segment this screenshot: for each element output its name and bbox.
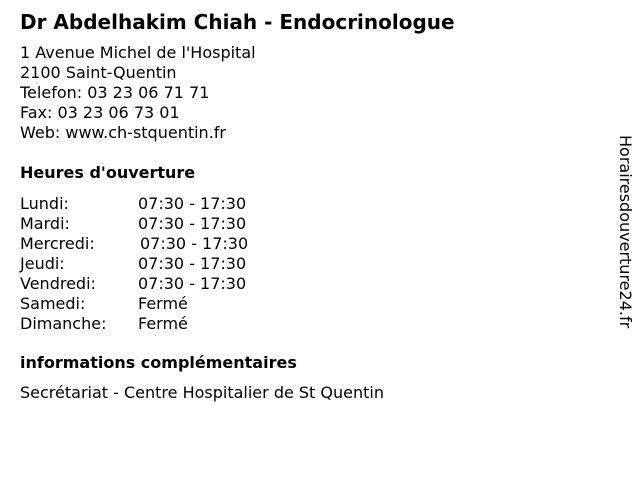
time-value: Fermé bbox=[138, 314, 188, 333]
time-value: 07:30 - 17:30 bbox=[138, 254, 247, 273]
additional-info-text: Secrétariat - Centre Hospitalier de St Quentin bbox=[20, 383, 384, 402]
website-text: Web: www.ch-stquentin.fr bbox=[20, 123, 226, 142]
additional-info-heading: informations complémentaires bbox=[20, 353, 297, 372]
time-value: Fermé bbox=[138, 294, 188, 313]
fax-text: Fax: 03 23 06 73 01 bbox=[20, 103, 180, 122]
page-title: Dr Abdelhakim Chiah - Endocrinologue bbox=[20, 10, 455, 34]
day-label: Samedi: bbox=[20, 294, 86, 313]
phone-text: Telefon: 03 23 06 71 71 bbox=[20, 83, 210, 102]
address-line-street: 1 Avenue Michel de l'Hospital bbox=[20, 43, 256, 62]
contact-block bbox=[20, 43, 256, 143]
site-brand-vertical[interactable]: Horairesdouverture24.fr bbox=[616, 135, 635, 329]
time-value: 07:30 - 17:30 bbox=[140, 234, 249, 253]
day-label: Dimanche: bbox=[20, 314, 107, 333]
opening-hours-heading: Heures d'ouverture bbox=[20, 163, 196, 182]
day-label: Mardi: bbox=[20, 214, 70, 233]
day-label: Lundi: bbox=[20, 194, 69, 213]
day-label: Vendredi: bbox=[20, 274, 96, 293]
day-label: Jeudi: bbox=[20, 254, 65, 273]
time-value: 07:30 - 17:30 bbox=[138, 194, 247, 213]
time-value: 07:30 - 17:30 bbox=[138, 274, 247, 293]
day-label: Mercredi: bbox=[20, 234, 95, 253]
time-value: 07:30 - 17:30 bbox=[138, 214, 247, 233]
address-line-city: 2100 Saint-Quentin bbox=[20, 63, 177, 82]
